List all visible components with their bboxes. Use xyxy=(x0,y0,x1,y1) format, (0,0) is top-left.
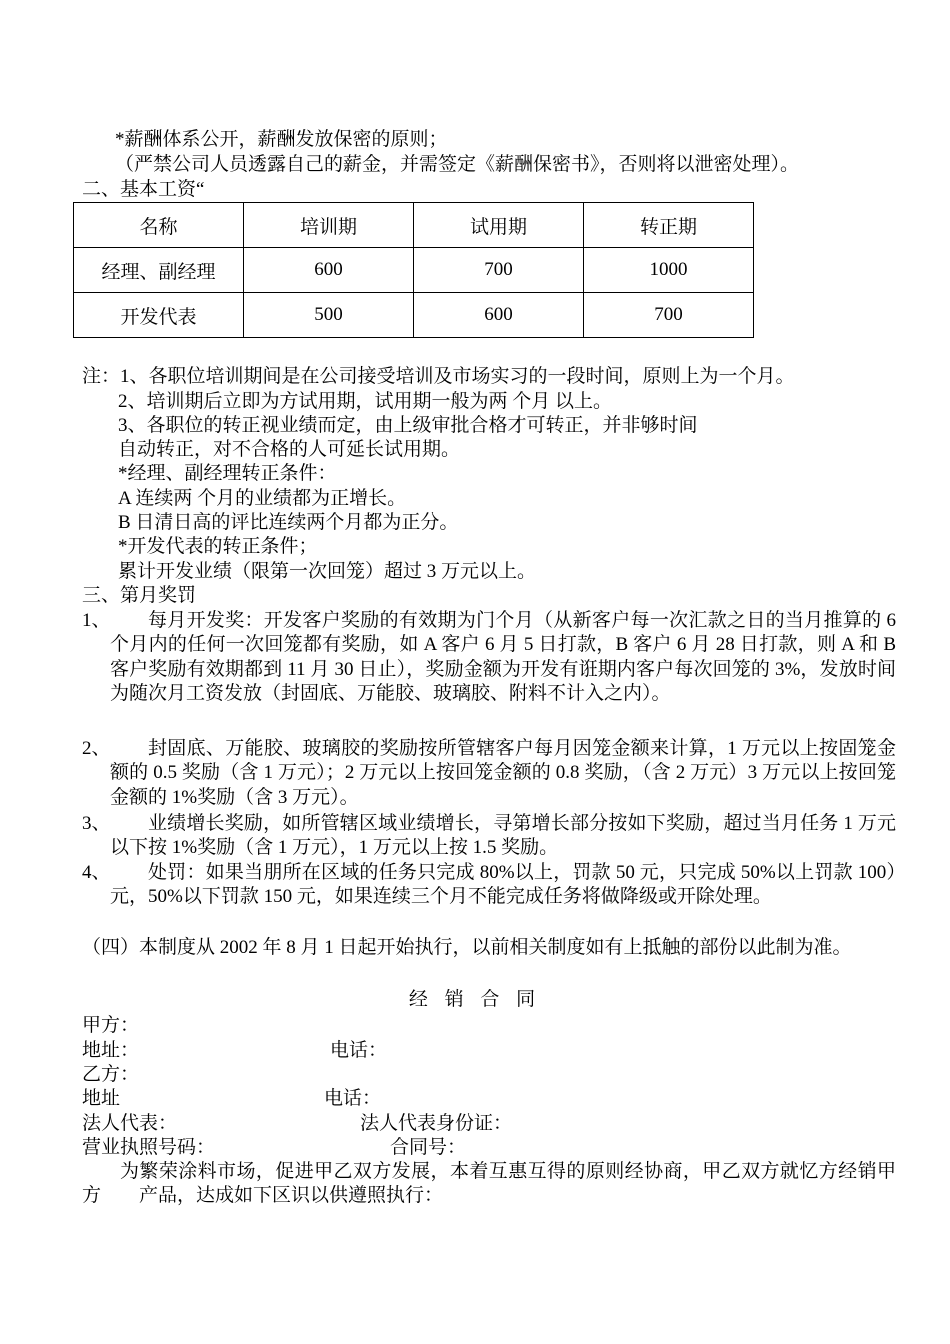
legal-rep-label: 法人代表： xyxy=(82,1113,178,1134)
contract-preamble: 为繁荣涂料市场，促进甲乙双方发展，本着互惠互得的原则经协商，甲乙双方就忆方经销甲方 产品，达成如下区识以供遵照执行： xyxy=(82,1161,896,1207)
table-cell: 600 xyxy=(414,293,584,338)
table-header-cell: 培训期 xyxy=(244,203,414,248)
reward-item-development: 每月开发奖：开发客户奖励的有效期为门个月（从新客户每一次汇款之日的当月推算的 6 个月内的任何一次回笼都有奖励，如 A 客户 6 月 5 日打款，B 客户 6 月 28 日打款，则 A 和 B 客户奖励有效期都到 11 月 30 日止），奖励金额为开发有诳期内客户每次回笼的 3%，发放时间为随次月工资发放（封固底、万能胶、玻璃胶、附料不计入之内）。 xyxy=(110,610,896,704)
salary-table xyxy=(73,202,754,338)
penalty-item: 处罚：如果当朋所在区域的任务只完成 80%以上，罚款 50 元，只完成 50%以上罚款 100）元，50%以下罚款 150 元，如果连续三个月不能完成任务将做降级或开除处理。 xyxy=(110,862,896,908)
note-1: 注：1、各职位培训期间是在公司接受培训及市场实习的一段时间，原则上为一个月。 xyxy=(82,366,795,387)
section-rewards-heading: 三、第月奖罚 xyxy=(82,585,197,606)
table-cell: 500 xyxy=(244,293,414,338)
note-3: 3、各职位的转正视业绩而定，由上级审批合格才可转正，并非够时间 xyxy=(118,415,698,436)
table-row xyxy=(74,293,754,338)
reward-item-sealant: 封固底、万能胶、玻璃胶的奖励按所管辖客户每月因笼金额来计算，1 万元以上按固笼金额的 0.5 奖励（含 1 万元）；2 万元以上按回笼金额的 0.8 奖励，（含 2 万元）3 万元以上按回笼金额的 1%奖励（含 3 万元）。 xyxy=(110,738,896,808)
condition-a: A 连续两 个月的业绩都为正增长。 xyxy=(118,488,407,509)
item-number: 1、 xyxy=(82,610,111,631)
confidentiality-note: （严禁公司人员透露自己的薪金，并需签定《薪酬保密书》，否则将以泄密处理）。 xyxy=(115,154,800,175)
effective-date-clause: （四）本制度从 2002 年 8 月 1 日起开始执行，以前相关制度如有上抵触的部份以此制为准。 xyxy=(82,937,852,958)
salary-principle: *薪酬体系公开，薪酬发放保密的原则； xyxy=(115,129,448,150)
manager-condition-heading: *经理、副经理转正条件： xyxy=(118,463,337,484)
table-header-cell: 转正期 xyxy=(584,203,754,248)
item-number: 2、 xyxy=(82,738,111,759)
table-header-row xyxy=(74,203,754,248)
section-basic-salary-heading: 二、基本工资“ xyxy=(82,179,205,200)
table-cell: 1000 xyxy=(584,248,754,293)
table-cell: 700 xyxy=(584,293,754,338)
developer-condition-detail: 累计开发业绩（限第一次回笼）超过 3 万元以上。 xyxy=(118,561,537,582)
table-cell: 经理、副经理 xyxy=(74,248,244,293)
reward-item-growth: 业绩增长奖励，如所管辖区域业绩增长，寻第增长部分按如下奖励，超过当月任务 1 万元以下按 1%奖励（含 1 万元），1 万元以上按 1.5 奖励。 xyxy=(110,813,896,859)
phone-label-b: 电话： xyxy=(324,1088,382,1109)
developer-condition-heading: *开发代表的转正条件； xyxy=(118,536,318,557)
table-cell: 600 xyxy=(244,248,414,293)
item-number: 4、 xyxy=(82,862,111,883)
note-2: 2、培训期后立即为方试用期，试用期一般为两 个月 以上。 xyxy=(118,391,613,412)
party-b-label: 乙方： xyxy=(82,1064,140,1085)
note-3-continued: 自动转正，对不合格的人可延长试用期。 xyxy=(118,439,461,460)
table-row xyxy=(74,248,754,293)
legal-rep-id-label: 法人代表身份证： xyxy=(360,1113,513,1134)
contract-title: 经 销 合 同 xyxy=(408,989,542,1010)
party-a-label: 甲方： xyxy=(82,1015,140,1036)
address-label: 地址： xyxy=(82,1040,140,1061)
phone-label: 电话： xyxy=(330,1040,388,1061)
table-header-cell: 试用期 xyxy=(414,203,584,248)
condition-b: B 日清日高的评比连续两个月都为正分。 xyxy=(118,512,459,533)
table-cell: 开发代表 xyxy=(74,293,244,338)
table-cell: 700 xyxy=(414,248,584,293)
business-license-label: 营业执照号码： xyxy=(82,1137,216,1158)
item-number: 3、 xyxy=(82,813,111,834)
contract-number-label: 合同号： xyxy=(390,1137,467,1158)
address-label-b: 地址 xyxy=(82,1088,121,1109)
table-header-cell: 名称 xyxy=(74,203,244,248)
